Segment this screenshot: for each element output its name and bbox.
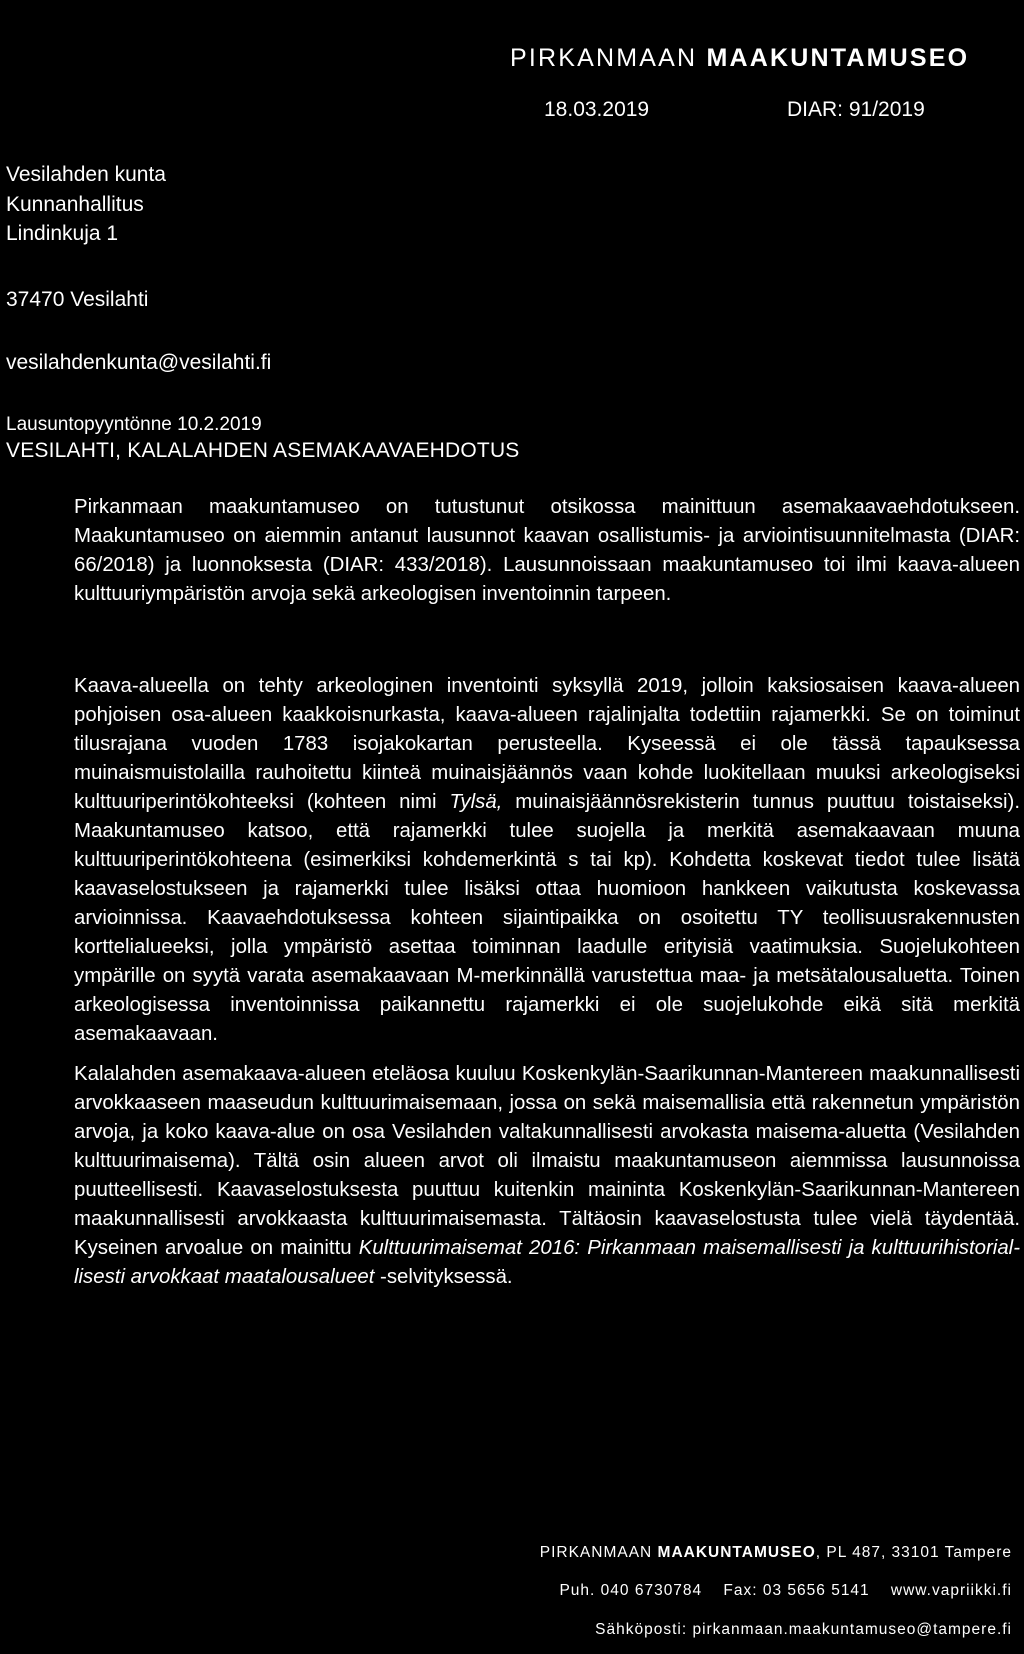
paragraph-2-text <box>74 672 1020 1049</box>
footer-org-part1: PIRKANMAAN <box>539 1544 653 1561</box>
recipient-street: Lindinkuja 1 <box>6 222 119 245</box>
footer-email: Sähköposti: pirkanmaan.maakuntamuseo@tampere.fi <box>595 1621 1012 1638</box>
footer-organization <box>540 1544 1012 1562</box>
footer-address: , PL 487, 33101 Tampere <box>815 1544 1012 1561</box>
paragraph-3-part1: Kalalahden asemakaava-alueen eteläosa kuuluu Koskenkylän-Saarikunnan-Mantereen maakunnallisesti arvokkaaseen maaseudun kulttuurimaisemaan, jossa on sekä maisemallisia että rakennetun ympäristön arvoja, ja koko kaava-alue on osa Vesilahden valtakunnallisesti arvokasta maisema-aluetta (Vesilahden kulttuurimaisema). Tältä osin alueen arvot oli ilmaistu maakuntamuseon aiemmissa lausunnoissa puutteellisesti. Kaavaselostuksesta puuttuu kuitenkin maininta Koskenkylän-Saarikunnan-Mantereen maakunnallisesti arvokkaasta kulttuurimaisemasta. Tältäosin kaavaselostusta tulee vielä täydentää. Kyseinen arvoalue on mainittu <box>74 1063 1020 1259</box>
paragraph-2 <box>74 672 1020 1049</box>
paragraph-1 <box>74 493 1020 609</box>
subject-title: VESILAHTI, KALALAHDEN ASEMAKAAVAEHDOTUS <box>6 439 520 462</box>
letter-date: 18.03.2019 <box>544 98 650 121</box>
footer-fax: Fax: 03 5656 5141 <box>723 1582 870 1599</box>
footer-phone: Puh. 040 6730784 <box>559 1582 703 1599</box>
diary-number: DIAR: 91/2019 <box>787 98 925 121</box>
organization-name-part1: PIRKANMAAN <box>510 44 698 72</box>
paragraph-3-text <box>74 1060 1020 1292</box>
subject-block <box>6 412 520 464</box>
organization-header <box>510 44 969 73</box>
publication-title: Kulttuurimaisemat 2016: Pirkanmaan maisemallisesti ja kulttuurihistoriallisesti arvokkaat maatalousalueet <box>74 1237 1020 1288</box>
paragraph-3-part2: -selvityksessä. <box>374 1266 513 1288</box>
footer-org-part2: MAAKUNTAMUSEO <box>657 1544 816 1561</box>
recipient-name: Vesilahden kunta <box>6 163 166 186</box>
recipient-email: vesilahdenkunta@vesilahti.fi <box>6 351 272 374</box>
recipient-postal: 37470 Vesilahti <box>6 288 149 311</box>
organization-name-part2: MAAKUNTAMUSEO <box>706 44 970 72</box>
site-name: Tylsä, <box>449 791 503 813</box>
subject-reference: Lausuntopyyntönne 10.2.2019 <box>6 414 262 435</box>
footer-contact-line <box>559 1582 1012 1600</box>
paragraph-3 <box>74 1060 1020 1292</box>
paragraph-2-part2: muinaisjäännösrekisterin tunnus puuttuu toistaiseksi). Maakuntamuseo katsoo, että rajamerkki tulee suojella ja merkitä asemakaavaan muuna kulttuuriperintökohteena (esimerkiksi kohdemerkintä s tai kp). Kohdetta koskevat tiedot tulee lisätä kaavaselostukseen ja rajamerkki tulee lisäksi ottaa huomioon hankkeen vaikutusta koskevassa arvioinnissa. Kaavaehdotuksessa kohteen sijaintipaikka on osoitettu TY teollisuusrakennusten korttelialueeksi, jolla ympäristö asettaa toiminnan laadulle erityisiä vaatimuksia. Suojelukohteen ympärille on syytä varata asemakaavaan M-merkinnällä varustettua maa- ja metsätalousaluetta. Toinen arkeologisessa inventoinnissa paikannettu rajamerkki ei ole suojelukohde eikä sitä merkitä asemakaavaan. <box>74 791 1021 1045</box>
recipient-department: Kunnanhallitus <box>6 193 144 216</box>
footer-website: www.vapriikki.fi <box>890 1582 1012 1599</box>
paragraph-2-part1: Kaava-alueella on tehty arkeologinen inventointi syksyllä 2019, jolloin kaksiosaisen kaava-alueen pohjoisen osa-alueen kaakkoisnurkasta, kaava-alueen rajalinjalta todettiin rajamerkki. Se on toiminut tilusrajana vuoden 1783 isojakokartan perusteella. Kyseessä ei ole tässä tapauksessa muinaismuistolailla rauhoitettu kiinteä muinaisjäännös vaan kohde luokitellaan muuksi arkeologiseksi kulttuuriperintökohteeksi (kohteen nimi <box>74 675 1020 813</box>
paragraph-1-text: Pirkanmaan maakuntamuseo on tutustunut otsikossa mainittuun asemakaavaehdotukseen. Maakuntamuseo on aiemmin antanut lausunnot kaavan osallistumis- ja arviointisuunnitelmasta (DIAR: 66/2018) ja luonnoksesta (DIAR: 433/2018). Lausunnoissaan maakuntamuseo toi ilmi kaava-alueen kulttuuriympäristön arvoja sekä arkeologisen inventoinnin tarpeen. <box>74 496 1020 605</box>
